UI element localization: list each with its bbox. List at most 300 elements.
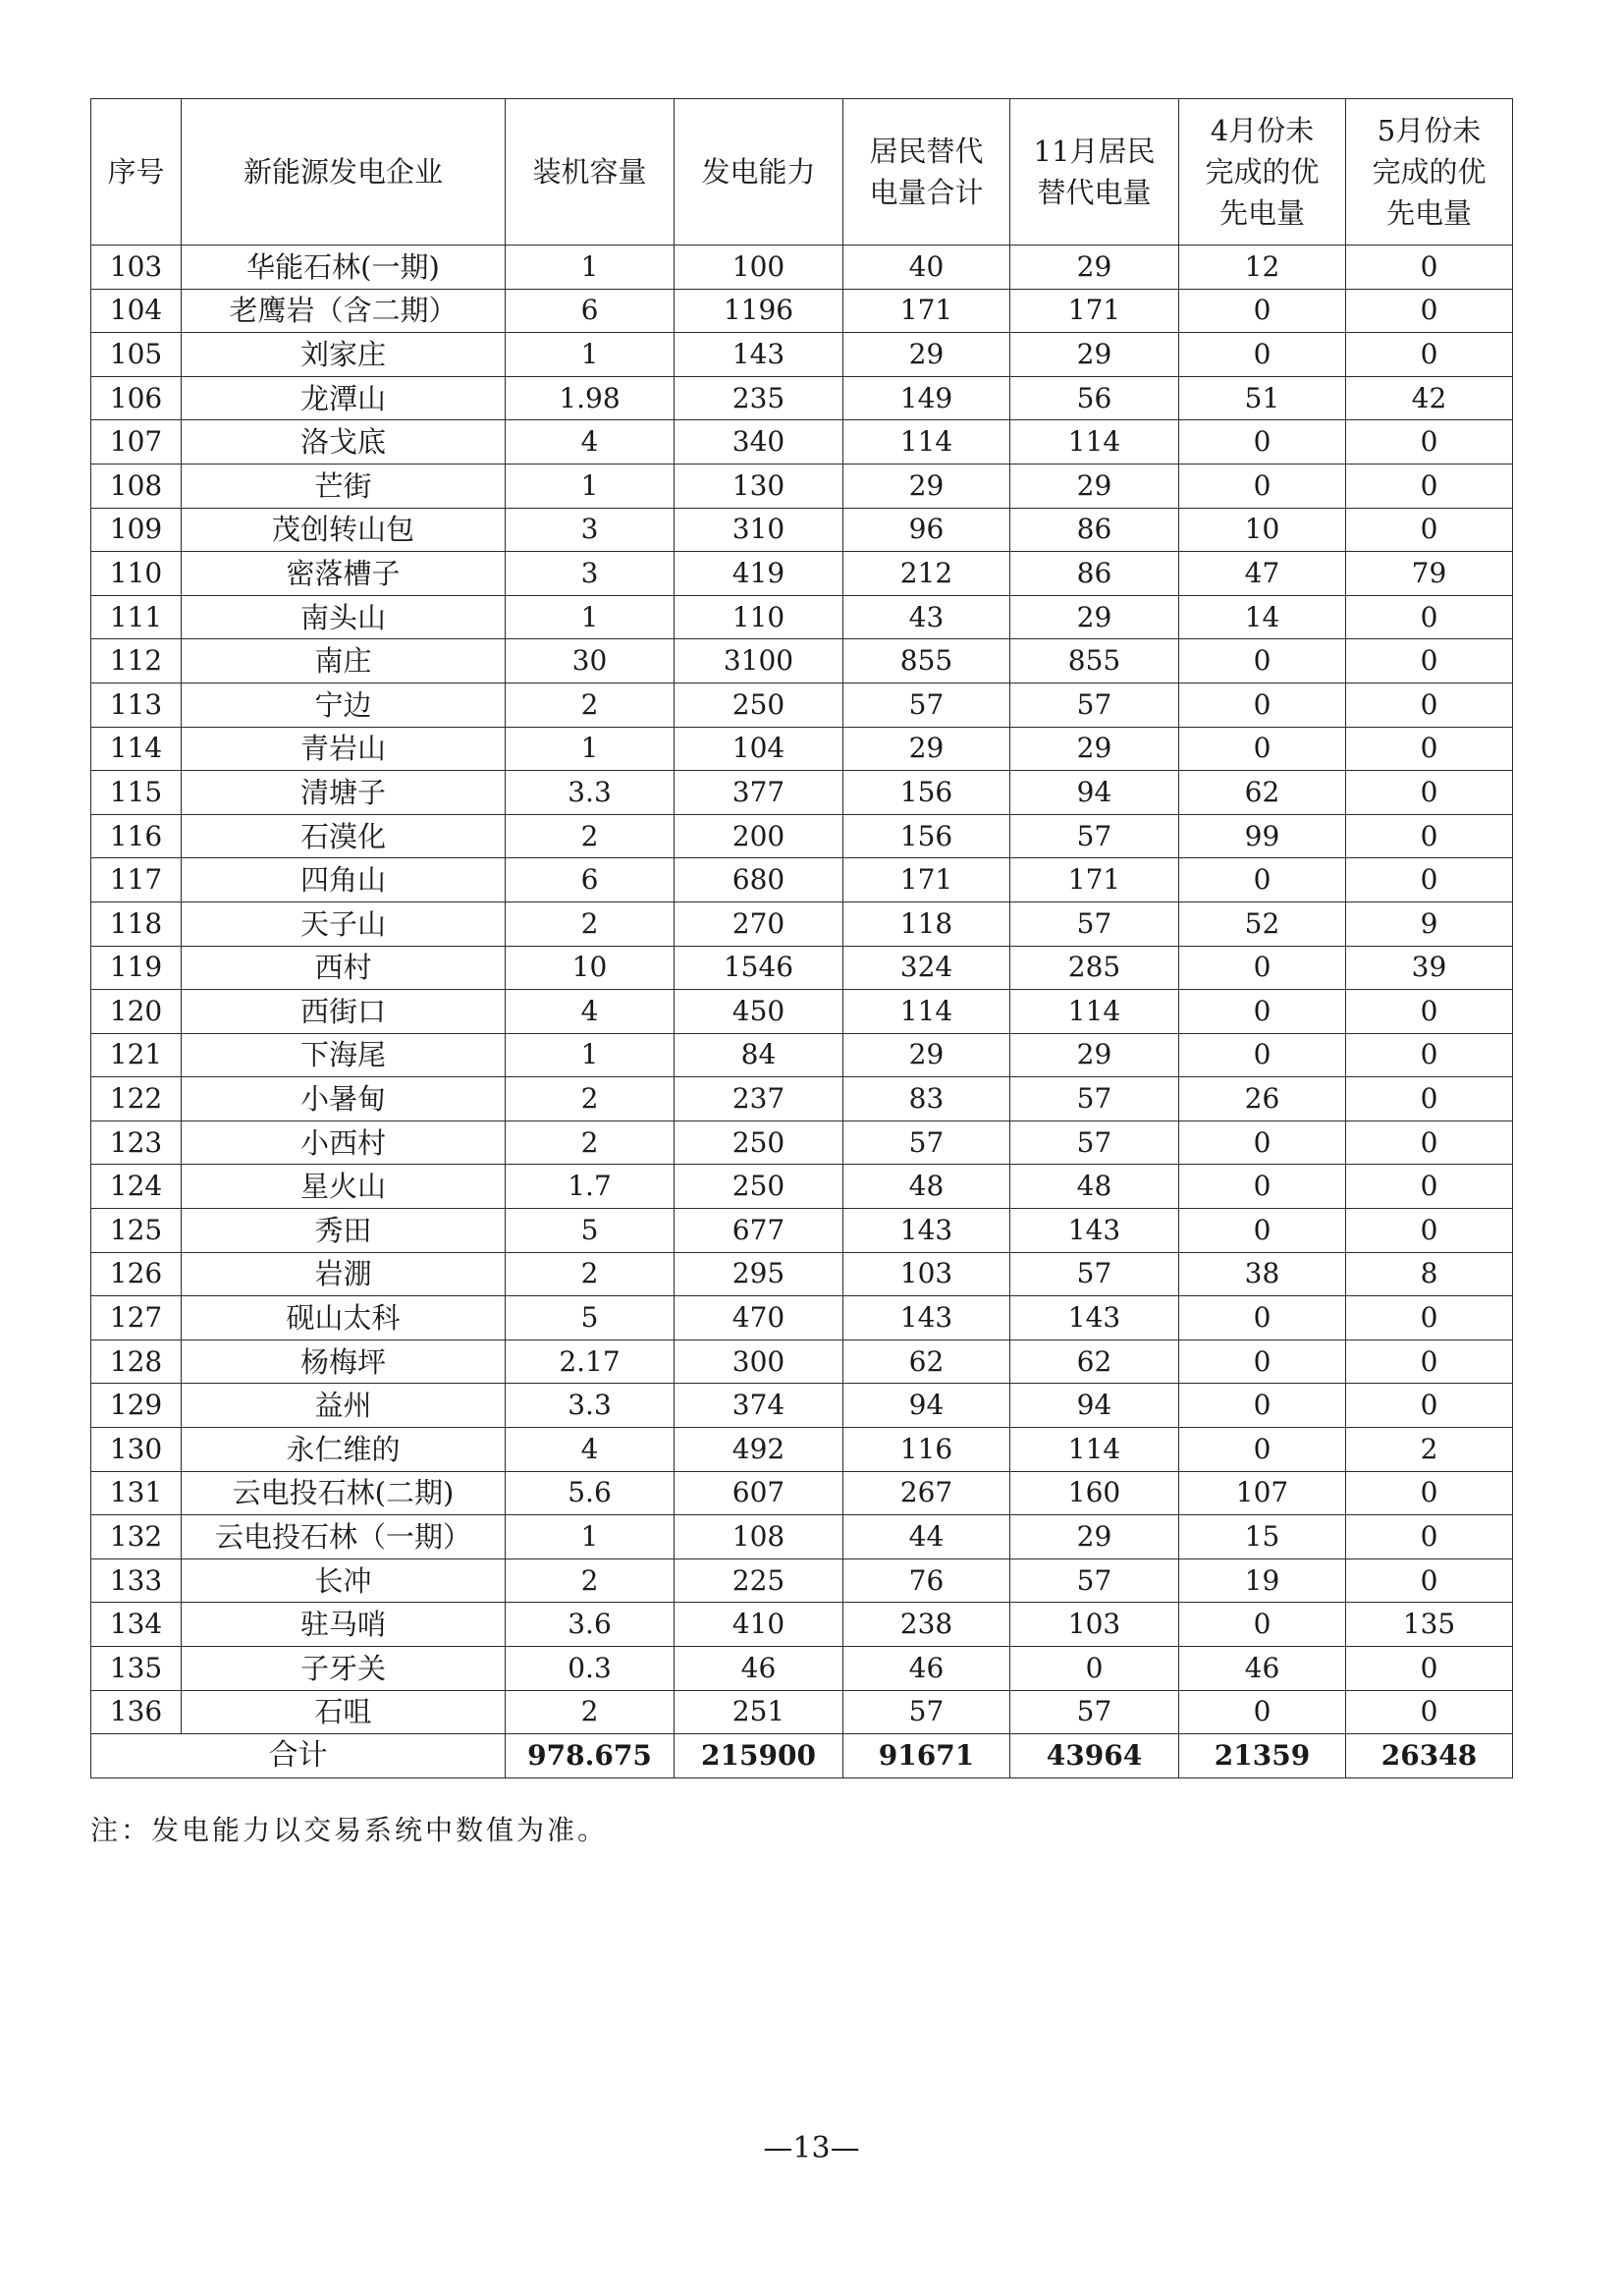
- row-seq: 135: [91, 1647, 182, 1691]
- row-may-unfinished: 0: [1346, 1209, 1513, 1253]
- row-capacity: 2: [506, 1558, 675, 1603]
- row-nov-resident: 103: [1010, 1603, 1179, 1647]
- row-seq: 126: [91, 1252, 182, 1296]
- row-company: 老鹰岩（含二期）: [182, 289, 506, 333]
- row-company: 西街口: [182, 990, 506, 1034]
- total-capacity: 978.675: [506, 1734, 675, 1778]
- row-nov-resident: 94: [1010, 1384, 1179, 1428]
- table-row: [91, 1384, 1513, 1428]
- row-company: 刘家庄: [182, 333, 506, 377]
- row-seq: 125: [91, 1209, 182, 1253]
- row-apr-unfinished: 0: [1179, 990, 1346, 1034]
- row-apr-unfinished: 26: [1179, 1077, 1346, 1121]
- row-nov-resident: 29: [1010, 246, 1179, 290]
- row-apr-unfinished: 62: [1179, 771, 1346, 815]
- row-seq: 120: [91, 990, 182, 1034]
- row-nov-resident: 114: [1010, 420, 1179, 465]
- row-company: 星火山: [182, 1165, 506, 1209]
- row-company: 茂创转山包: [182, 508, 506, 552]
- row-may-unfinished: 0: [1346, 464, 1513, 508]
- row-apr-unfinished: 0: [1179, 333, 1346, 377]
- row-may-unfinished: 42: [1346, 376, 1513, 420]
- row-may-unfinished: 0: [1346, 727, 1513, 771]
- row-apr-unfinished: 99: [1179, 814, 1346, 858]
- row-generation: 143: [675, 333, 843, 377]
- row-capacity: 3.3: [506, 1384, 675, 1428]
- table-row: [91, 246, 1513, 290]
- row-generation: 250: [675, 1121, 843, 1165]
- row-may-unfinished: 0: [1346, 508, 1513, 552]
- header-company: 新能源发电企业: [182, 99, 506, 246]
- total-label: 合计: [91, 1734, 506, 1778]
- table-row: [91, 1690, 1513, 1734]
- row-apr-unfinished: 0: [1179, 1690, 1346, 1734]
- row-resident-total: 267: [843, 1471, 1010, 1515]
- row-capacity: 1: [506, 727, 675, 771]
- row-nov-resident: 57: [1010, 1252, 1179, 1296]
- row-resident-total: 855: [843, 639, 1010, 683]
- row-company: 宁边: [182, 683, 506, 727]
- row-nov-resident: 29: [1010, 1515, 1179, 1559]
- row-may-unfinished: 135: [1346, 1603, 1513, 1647]
- row-seq: 131: [91, 1471, 182, 1515]
- row-may-unfinished: 0: [1346, 639, 1513, 683]
- row-capacity: 1: [506, 595, 675, 639]
- row-may-unfinished: 79: [1346, 552, 1513, 596]
- row-seq: 114: [91, 727, 182, 771]
- row-nov-resident: 114: [1010, 1428, 1179, 1472]
- table-header-row: [91, 99, 1513, 246]
- row-capacity: 3.6: [506, 1603, 675, 1647]
- header-nov-resident: 11月居民替代电量: [1010, 99, 1179, 246]
- row-may-unfinished: 0: [1346, 1558, 1513, 1603]
- row-resident-total: 29: [843, 464, 1010, 508]
- row-capacity: 1.7: [506, 1165, 675, 1209]
- row-may-unfinished: 0: [1346, 1339, 1513, 1384]
- row-generation: 300: [675, 1339, 843, 1384]
- table-row: [91, 1209, 1513, 1253]
- total-row: [91, 1734, 1513, 1778]
- row-resident-total: 143: [843, 1209, 1010, 1253]
- row-nov-resident: 0: [1010, 1647, 1179, 1691]
- row-nov-resident: 57: [1010, 902, 1179, 946]
- row-may-unfinished: 39: [1346, 946, 1513, 990]
- row-company: 南庄: [182, 639, 506, 683]
- row-seq: 103: [91, 246, 182, 290]
- row-seq: 113: [91, 683, 182, 727]
- row-generation: 295: [675, 1252, 843, 1296]
- total-nov-resident: 43964: [1010, 1734, 1179, 1778]
- row-resident-total: 29: [843, 1033, 1010, 1077]
- row-seq: 128: [91, 1339, 182, 1384]
- row-nov-resident: 62: [1010, 1339, 1179, 1384]
- row-generation: 130: [675, 464, 843, 508]
- row-seq: 115: [91, 771, 182, 815]
- energy-table: [90, 98, 1513, 1778]
- row-may-unfinished: 0: [1346, 814, 1513, 858]
- row-generation: 110: [675, 595, 843, 639]
- row-capacity: 2: [506, 1077, 675, 1121]
- row-capacity: 4: [506, 990, 675, 1034]
- row-capacity: 1: [506, 246, 675, 290]
- row-company: 青岩山: [182, 727, 506, 771]
- row-generation: 419: [675, 552, 843, 596]
- row-resident-total: 46: [843, 1647, 1010, 1691]
- total-generation: 215900: [675, 1734, 843, 1778]
- table-row: [91, 814, 1513, 858]
- row-apr-unfinished: 0: [1179, 1121, 1346, 1165]
- row-resident-total: 156: [843, 771, 1010, 815]
- row-apr-unfinished: 0: [1179, 946, 1346, 990]
- table-row: [91, 727, 1513, 771]
- row-company: 云电投石林(二期): [182, 1471, 506, 1515]
- row-apr-unfinished: 10: [1179, 508, 1346, 552]
- table-row: [91, 639, 1513, 683]
- row-resident-total: 29: [843, 333, 1010, 377]
- row-may-unfinished: 0: [1346, 1033, 1513, 1077]
- row-capacity: 3: [506, 508, 675, 552]
- table-row: [91, 1603, 1513, 1647]
- row-apr-unfinished: 0: [1179, 858, 1346, 902]
- row-apr-unfinished: 12: [1179, 246, 1346, 290]
- row-nov-resident: 160: [1010, 1471, 1179, 1515]
- row-nov-resident: 56: [1010, 376, 1179, 420]
- table-row: [91, 683, 1513, 727]
- row-nov-resident: 57: [1010, 1077, 1179, 1121]
- row-nov-resident: 57: [1010, 683, 1179, 727]
- row-nov-resident: 57: [1010, 814, 1179, 858]
- row-resident-total: 83: [843, 1077, 1010, 1121]
- row-seq: 118: [91, 902, 182, 946]
- header-resident-total: 居民替代电量合计: [843, 99, 1010, 246]
- row-nov-resident: 57: [1010, 1121, 1179, 1165]
- row-resident-total: 238: [843, 1603, 1010, 1647]
- row-nov-resident: 29: [1010, 727, 1179, 771]
- row-apr-unfinished: 0: [1179, 683, 1346, 727]
- table-row: [91, 1647, 1513, 1691]
- row-seq: 133: [91, 1558, 182, 1603]
- table-row: [91, 333, 1513, 377]
- row-may-unfinished: 0: [1346, 595, 1513, 639]
- row-nov-resident: 29: [1010, 595, 1179, 639]
- row-capacity: 0.3: [506, 1647, 675, 1691]
- footnote: 注：发电能力以交易系统中数值为准。: [90, 1814, 609, 1846]
- row-apr-unfinished: 0: [1179, 464, 1346, 508]
- row-company: 子牙关: [182, 1647, 506, 1691]
- row-capacity: 2: [506, 1121, 675, 1165]
- row-capacity: 1: [506, 1033, 675, 1077]
- row-capacity: 6: [506, 289, 675, 333]
- row-capacity: 2.17: [506, 1339, 675, 1384]
- table-row: [91, 376, 1513, 420]
- row-seq: 123: [91, 1121, 182, 1165]
- row-nov-resident: 143: [1010, 1296, 1179, 1340]
- row-seq: 111: [91, 595, 182, 639]
- row-apr-unfinished: 19: [1179, 1558, 1346, 1603]
- table-row: [91, 1471, 1513, 1515]
- row-company: 西村: [182, 946, 506, 990]
- table-row: [91, 1428, 1513, 1472]
- row-resident-total: 103: [843, 1252, 1010, 1296]
- row-may-unfinished: 0: [1346, 289, 1513, 333]
- row-apr-unfinished: 38: [1179, 1252, 1346, 1296]
- row-seq: 129: [91, 1384, 182, 1428]
- row-resident-total: 149: [843, 376, 1010, 420]
- row-seq: 119: [91, 946, 182, 990]
- row-generation: 450: [675, 990, 843, 1034]
- table-row: [91, 595, 1513, 639]
- table-row: [91, 508, 1513, 552]
- row-capacity: 4: [506, 1428, 675, 1472]
- row-nov-resident: 171: [1010, 858, 1179, 902]
- row-generation: 492: [675, 1428, 843, 1472]
- row-company: 益州: [182, 1384, 506, 1428]
- table-row: [91, 1339, 1513, 1384]
- header-generation: 发电能力: [675, 99, 843, 246]
- row-may-unfinished: 0: [1346, 1121, 1513, 1165]
- row-nov-resident: 143: [1010, 1209, 1179, 1253]
- row-nov-resident: 29: [1010, 464, 1179, 508]
- header-apr-unfinished: 4月份未完成的优先电量: [1179, 99, 1346, 246]
- table-row: [91, 858, 1513, 902]
- row-generation: 1546: [675, 946, 843, 990]
- row-company: 石漠化: [182, 814, 506, 858]
- page-number: —13—: [763, 2131, 860, 2165]
- row-resident-total: 96: [843, 508, 1010, 552]
- table-row: [91, 1077, 1513, 1121]
- row-generation: 410: [675, 1603, 843, 1647]
- row-capacity: 6: [506, 858, 675, 902]
- row-capacity: 2: [506, 1690, 675, 1734]
- row-capacity: 1: [506, 464, 675, 508]
- row-resident-total: 114: [843, 420, 1010, 465]
- row-seq: 106: [91, 376, 182, 420]
- table-row: [91, 990, 1513, 1034]
- row-may-unfinished: 0: [1346, 1515, 1513, 1559]
- row-capacity: 10: [506, 946, 675, 990]
- row-resident-total: 43: [843, 595, 1010, 639]
- row-resident-total: 114: [843, 990, 1010, 1034]
- row-company: 南头山: [182, 595, 506, 639]
- row-resident-total: 62: [843, 1339, 1010, 1384]
- row-apr-unfinished: 0: [1179, 1339, 1346, 1384]
- row-resident-total: 171: [843, 289, 1010, 333]
- row-resident-total: 94: [843, 1384, 1010, 1428]
- table-body: [91, 246, 1513, 1734]
- table-row: [91, 1558, 1513, 1603]
- row-seq: 109: [91, 508, 182, 552]
- row-resident-total: 48: [843, 1165, 1010, 1209]
- row-capacity: 5.6: [506, 1471, 675, 1515]
- row-generation: 225: [675, 1558, 843, 1603]
- total-resident-total: 91671: [843, 1734, 1010, 1778]
- row-may-unfinished: 0: [1346, 1690, 1513, 1734]
- row-capacity: 2: [506, 683, 675, 727]
- row-capacity: 2: [506, 1252, 675, 1296]
- table-row: [91, 464, 1513, 508]
- row-company: 云电投石林（一期）: [182, 1515, 506, 1559]
- row-company: 小暑甸: [182, 1077, 506, 1121]
- row-generation: 84: [675, 1033, 843, 1077]
- row-company: 华能石林(一期): [182, 246, 506, 290]
- row-apr-unfinished: 0: [1179, 1296, 1346, 1340]
- row-may-unfinished: 0: [1346, 1077, 1513, 1121]
- row-company: 芒街: [182, 464, 506, 508]
- row-seq: 122: [91, 1077, 182, 1121]
- row-seq: 116: [91, 814, 182, 858]
- row-generation: 270: [675, 902, 843, 946]
- row-apr-unfinished: 15: [1179, 1515, 1346, 1559]
- row-company: 砚山太科: [182, 1296, 506, 1340]
- row-seq: 130: [91, 1428, 182, 1472]
- row-resident-total: 143: [843, 1296, 1010, 1340]
- row-apr-unfinished: 52: [1179, 902, 1346, 946]
- row-company: 永仁维的: [182, 1428, 506, 1472]
- row-resident-total: 212: [843, 552, 1010, 596]
- row-may-unfinished: 0: [1346, 1471, 1513, 1515]
- table-row: [91, 1252, 1513, 1296]
- row-company: 四角山: [182, 858, 506, 902]
- row-resident-total: 57: [843, 683, 1010, 727]
- row-apr-unfinished: 47: [1179, 552, 1346, 596]
- row-company: 杨梅坪: [182, 1339, 506, 1384]
- row-generation: 237: [675, 1077, 843, 1121]
- row-generation: 100: [675, 246, 843, 290]
- row-generation: 250: [675, 1165, 843, 1209]
- table-row: [91, 946, 1513, 990]
- row-nov-resident: 86: [1010, 508, 1179, 552]
- row-may-unfinished: 0: [1346, 683, 1513, 727]
- row-resident-total: 29: [843, 727, 1010, 771]
- row-generation: 470: [675, 1296, 843, 1340]
- row-may-unfinished: 0: [1346, 1384, 1513, 1428]
- row-may-unfinished: 0: [1346, 990, 1513, 1034]
- table-row: [91, 902, 1513, 946]
- row-apr-unfinished: 51: [1179, 376, 1346, 420]
- row-seq: 112: [91, 639, 182, 683]
- row-apr-unfinished: 0: [1179, 1033, 1346, 1077]
- row-generation: 1196: [675, 289, 843, 333]
- row-resident-total: 57: [843, 1121, 1010, 1165]
- table-row: [91, 771, 1513, 815]
- total-may-unfinished: 26348: [1346, 1734, 1513, 1778]
- row-capacity: 1: [506, 1515, 675, 1559]
- row-resident-total: 76: [843, 1558, 1010, 1603]
- row-seq: 108: [91, 464, 182, 508]
- row-apr-unfinished: 14: [1179, 595, 1346, 639]
- row-capacity: 1: [506, 333, 675, 377]
- row-nov-resident: 48: [1010, 1165, 1179, 1209]
- row-resident-total: 40: [843, 246, 1010, 290]
- table-row: [91, 552, 1513, 596]
- row-nov-resident: 57: [1010, 1690, 1179, 1734]
- row-may-unfinished: 0: [1346, 420, 1513, 465]
- row-may-unfinished: 8: [1346, 1252, 1513, 1296]
- row-apr-unfinished: 0: [1179, 1209, 1346, 1253]
- table-row: [91, 1296, 1513, 1340]
- row-resident-total: 44: [843, 1515, 1010, 1559]
- header-capacity: 装机容量: [506, 99, 675, 246]
- row-nov-resident: 29: [1010, 333, 1179, 377]
- row-generation: 108: [675, 1515, 843, 1559]
- row-seq: 117: [91, 858, 182, 902]
- row-company: 龙潭山: [182, 376, 506, 420]
- row-generation: 235: [675, 376, 843, 420]
- row-generation: 200: [675, 814, 843, 858]
- row-apr-unfinished: 0: [1179, 289, 1346, 333]
- row-company: 天子山: [182, 902, 506, 946]
- row-apr-unfinished: 0: [1179, 1603, 1346, 1647]
- row-may-unfinished: 0: [1346, 858, 1513, 902]
- table-row: [91, 1515, 1513, 1559]
- row-nov-resident: 855: [1010, 639, 1179, 683]
- row-capacity: 2: [506, 902, 675, 946]
- row-nov-resident: 285: [1010, 946, 1179, 990]
- header-seq: 序号: [91, 99, 182, 246]
- row-generation: 310: [675, 508, 843, 552]
- table-row: [91, 1033, 1513, 1077]
- table-row: [91, 1121, 1513, 1165]
- row-may-unfinished: 0: [1346, 771, 1513, 815]
- row-apr-unfinished: 0: [1179, 1384, 1346, 1428]
- row-capacity: 1.98: [506, 376, 675, 420]
- row-company: 秀田: [182, 1209, 506, 1253]
- row-generation: 251: [675, 1690, 843, 1734]
- row-resident-total: 156: [843, 814, 1010, 858]
- row-may-unfinished: 0: [1346, 1165, 1513, 1209]
- row-may-unfinished: 0: [1346, 333, 1513, 377]
- row-generation: 250: [675, 683, 843, 727]
- row-company: 洛戈底: [182, 420, 506, 465]
- row-generation: 677: [675, 1209, 843, 1253]
- row-seq: 134: [91, 1603, 182, 1647]
- row-capacity: 5: [506, 1209, 675, 1253]
- row-nov-resident: 114: [1010, 990, 1179, 1034]
- row-company: 长冲: [182, 1558, 506, 1603]
- row-apr-unfinished: 0: [1179, 1428, 1346, 1472]
- row-capacity: 4: [506, 420, 675, 465]
- row-generation: 104: [675, 727, 843, 771]
- row-may-unfinished: 0: [1346, 1647, 1513, 1691]
- row-nov-resident: 86: [1010, 552, 1179, 596]
- row-apr-unfinished: 0: [1179, 727, 1346, 771]
- row-resident-total: 57: [843, 1690, 1010, 1734]
- table-row: [91, 420, 1513, 465]
- row-apr-unfinished: 0: [1179, 1165, 1346, 1209]
- row-company: 驻马哨: [182, 1603, 506, 1647]
- row-resident-total: 118: [843, 902, 1010, 946]
- row-apr-unfinished: 0: [1179, 420, 1346, 465]
- row-company: 小西村: [182, 1121, 506, 1165]
- row-generation: 374: [675, 1384, 843, 1428]
- row-generation: 46: [675, 1647, 843, 1691]
- row-company: 清塘子: [182, 771, 506, 815]
- row-seq: 127: [91, 1296, 182, 1340]
- row-generation: 680: [675, 858, 843, 902]
- row-seq: 104: [91, 289, 182, 333]
- row-capacity: 2: [506, 814, 675, 858]
- row-nov-resident: 29: [1010, 1033, 1179, 1077]
- row-generation: 340: [675, 420, 843, 465]
- row-capacity: 5: [506, 1296, 675, 1340]
- row-generation: 377: [675, 771, 843, 815]
- row-company: 岩淜: [182, 1252, 506, 1296]
- row-seq: 124: [91, 1165, 182, 1209]
- header-may-unfinished: 5月份未完成的优先电量: [1346, 99, 1513, 246]
- total-apr-unfinished: 21359: [1179, 1734, 1346, 1778]
- row-apr-unfinished: 0: [1179, 639, 1346, 683]
- row-seq: 107: [91, 420, 182, 465]
